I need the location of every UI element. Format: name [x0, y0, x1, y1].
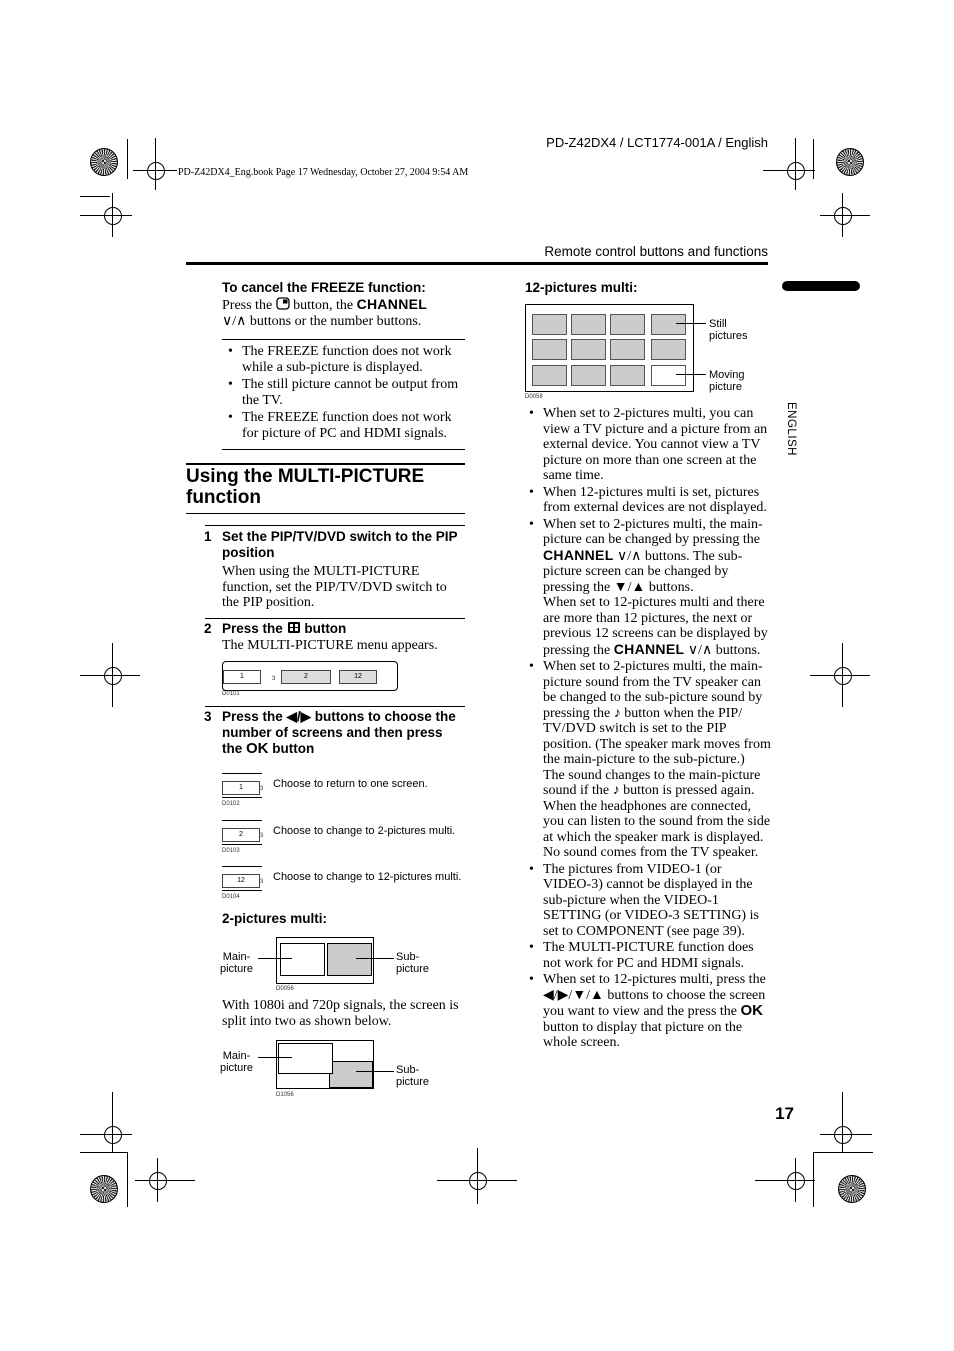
list-item: • The MULTI-PICTURE function does not work for PC and HDMI signals.: [523, 940, 773, 971]
figure-code: D1056: [276, 1092, 294, 1098]
freeze-instruction: Press the button, the CHANNEL ∨/∧ buttons or the number buttons.: [222, 296, 428, 329]
music-note-icon: ♪: [613, 705, 621, 721]
book-info: PD-Z42DX4_Eng.book Page 17 Wednesday, October 27, 2004 9:54 AM: [178, 167, 469, 178]
music-note-icon: ♪: [612, 783, 620, 798]
two-pictures-hd-diagram: [276, 1040, 374, 1089]
freeze-notes: [222, 344, 467, 441]
step-title: Press the ◀/▶ buttons to choose the number of screens and then press the OK button: [222, 709, 456, 757]
still-pictures-label: Still pictures: [709, 318, 748, 342]
two-pictures-note: With 1080i and 720p signals, the screen is split into two as shown below.: [222, 998, 459, 1029]
figure-code: D0058: [525, 394, 543, 400]
menu-option: 12: [339, 670, 377, 684]
step-title: Set the PIP/TV/DVD switch to the PIP position: [222, 529, 458, 560]
section-title: Remote control buttons and functions: [544, 244, 768, 259]
step-title: Press the button: [222, 621, 347, 636]
sub-picture-label: Sub- picture: [396, 951, 430, 975]
page-number: 17: [775, 1104, 794, 1123]
step-body: When using the MULTI-PICTURE function, set the PIP/TV/DVD switch to the PIP position.: [222, 564, 447, 610]
freeze-heading: To cancel the FREEZE function:: [222, 280, 426, 295]
list-item: • The still picture cannot be output from the TV.: [222, 377, 467, 408]
figure-code: D0101: [222, 691, 240, 697]
main-picture-label: Main- picture: [220, 1050, 254, 1074]
list-item: • The pictures from VIDEO-1 (or VIDEO-3) cannot be displayed in the sub-picture when the VIDEO-1 SETTING (or VIDEO-3 SETTING) is set to COMPONENT (see page 39).: [523, 862, 773, 940]
main-picture-box: [278, 1043, 333, 1074]
list-item: • When set to 2-pictures multi, you can view a TV picture and a picture from an external device. You cannot view a TV picture on more than one screen at the same time.: [523, 406, 773, 484]
twelve-pictures-heading: 12-pictures multi:: [525, 280, 638, 295]
two-pictures-heading: 2-pictures multi:: [222, 911, 328, 926]
sub-picture-label: Sub- picture: [396, 1064, 430, 1088]
pip-button-icon: [276, 297, 290, 310]
side-tab-label: ENGLISH: [785, 402, 797, 456]
menu-option: 1: [223, 670, 261, 684]
twelve-pictures-diagram: [525, 304, 694, 392]
list-item: • When 12-pictures multi is set, pictures from external devices are not displayed.: [523, 485, 773, 516]
step-number: 2: [204, 621, 212, 636]
step-number: 1: [204, 529, 212, 544]
list-item: • The FREEZE function does not work while a sub-picture is displayed.: [222, 344, 467, 375]
doc-id: PD-Z42DX4 / LCT1774-001A / English: [546, 135, 768, 150]
header-rule: [186, 262, 768, 265]
list-item: • The FREEZE function does not work for picture of PC and HDMI signals.: [222, 410, 467, 441]
step-number: 3: [204, 709, 212, 724]
two-pictures-diagram: [276, 937, 374, 984]
section-heading: Using the MULTI-PICTURE function: [186, 466, 425, 508]
main-picture-label: Main- picture: [220, 951, 254, 975]
registration-sunburst-icon: [838, 1175, 866, 1203]
side-tab-bar: [782, 281, 860, 291]
menu-option: 2: [281, 670, 331, 684]
list-item: • When set to 2-pictures multi, the main-picture sound from the TV speaker can be changed to the sub-picture sound by pressing the ♪ button when the PIP/ TV/DVD switch is set to the PIP position. (The speaker mark moves from the main-picture to the sub-picture.) The sound changes to the main-picture sound if the ♪ button is pressed again. When the headphones are connected, you can listen to the sound from the side at which the speaker mark is displayed. No sound comes from the TV speaker.: [523, 659, 773, 861]
multi-picture-button-icon: [287, 621, 301, 634]
sub-picture-box: [327, 943, 372, 976]
step-body: The MULTI-PICTURE menu appears.: [222, 638, 438, 653]
list-item: • When set to 2-pictures multi, the main-picture can be changed by pressing the CHANNEL ∨/∧ buttons. The sub-picture screen can be changed by pressing the ▼/▲ buttons. When set to 12-pictures multi and there are more than 12 pictures, the next or previous 12 screens can be displayed by pressing the CHANNEL ∨/∧ buttons.: [523, 517, 773, 659]
registration-sunburst-icon: [90, 1175, 118, 1203]
multi-picture-menu: 1 3 2 12: [222, 661, 398, 691]
sub-picture-box: [329, 1061, 373, 1088]
multi-picture-notes: [523, 406, 773, 1051]
registration-sunburst-icon: [90, 148, 118, 176]
list-item: • When set to 12-pictures multi, press the ◀/▶/▼/▲ buttons to choose the screen you want to view and the press the OK button to display that picture on the whole screen.: [523, 972, 773, 1051]
figure-code: D0056: [276, 986, 294, 992]
main-picture-box: [280, 943, 325, 976]
registration-sunburst-icon: [836, 148, 864, 176]
moving-picture-label: Moving picture: [709, 369, 745, 393]
